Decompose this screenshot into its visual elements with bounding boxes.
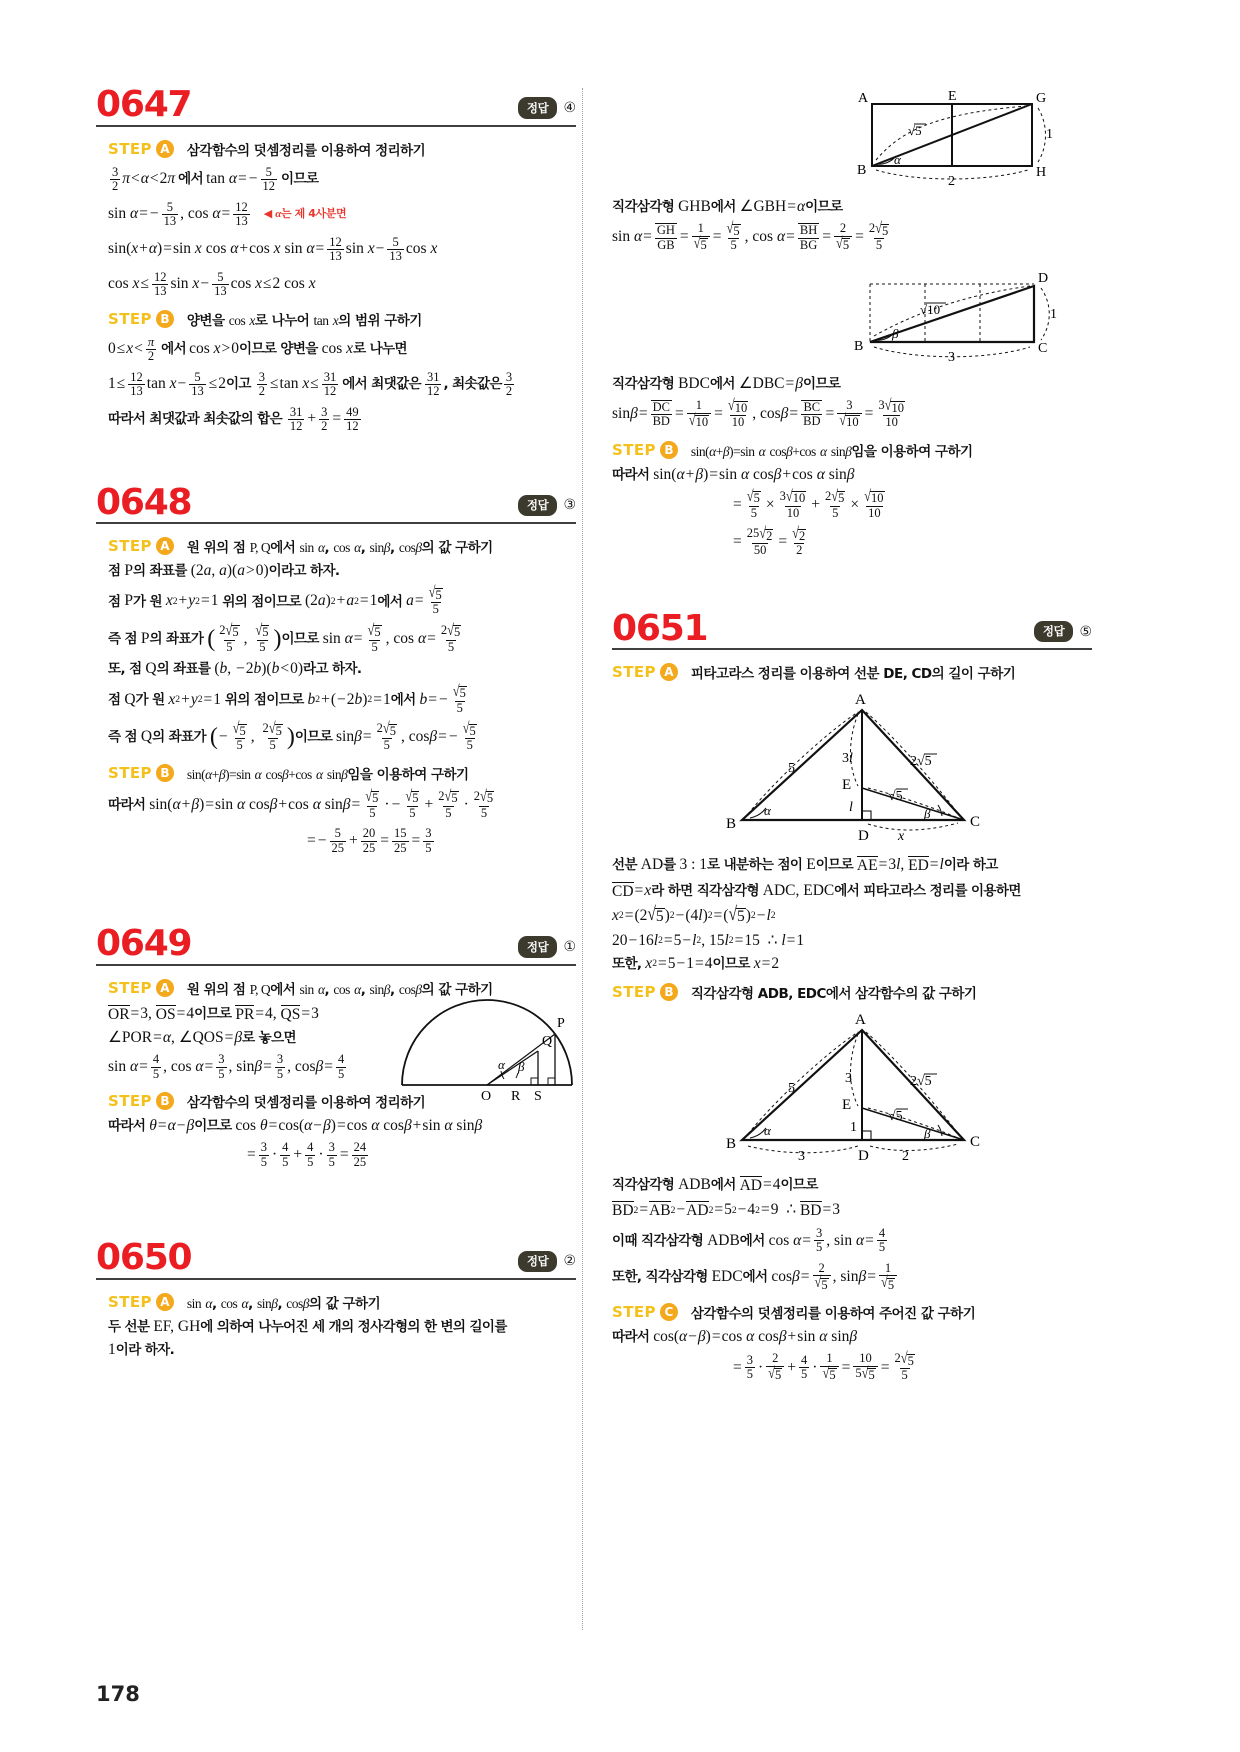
svg-text:3: 3 <box>948 349 955 365</box>
problem-0649 <box>96 923 576 1169</box>
step-title: 삼각함수의 덧셈정리를 이용하여 정리하기 <box>186 142 426 159</box>
answer-group <box>518 936 576 962</box>
step-b <box>108 309 576 329</box>
svg-text:B: B <box>854 338 864 354</box>
svg-text:E: E <box>842 1097 852 1114</box>
step-label: STEP <box>108 978 152 997</box>
math-line: x 2 = (2 √ 5 ) 2 − (4 l ) 2 = ( √ 5 ) 2 − l 2 <box>612 903 776 926</box>
math-line: BD 2 = AB 2 − AD 2 = 5 2 − 4 2 = 9 ∴ BD = 3 <box>612 1201 841 1220</box>
svg-text:x: x <box>898 829 905 845</box>
step-label: STEP <box>612 983 656 1002</box>
answer-group <box>518 97 576 123</box>
step-badge: B <box>156 310 174 328</box>
column-divider <box>582 88 583 1630</box>
step-title: sin(α+β)=sin α cosβ+cos α sinβ임을 이용하여 구하기 <box>690 443 973 460</box>
problem-header <box>96 1237 576 1280</box>
answer-value: ⑤ <box>1079 623 1092 640</box>
math-line: 또한, 직각삼각형 EDC 에서 cos β = 2 √ 5 , sin β = 1 √ 5 <box>612 1262 1092 1293</box>
answer-pill-label: 정답 <box>518 936 558 958</box>
math-line: $\frac{3}{2}$ π < α < 2 π 에서 tan α = − $\frac{5}{12}$ 이므로 <box>112 164 319 194</box>
problem-number: 0649 <box>96 923 192 965</box>
math-line: 점 P 의 좌표를 (2 a , a )( a > 0) 이라고 하자. <box>108 562 340 580</box>
problem-header <box>96 84 576 127</box>
math-line: 20 − 16 l 2 = 5 − l 2 , 15 l 2 = 15 ∴ l = 1 <box>612 931 805 949</box>
figure-0649-semicircle <box>392 993 582 1108</box>
answer-value: ④ <box>563 99 576 116</box>
svg-text:3: 3 <box>798 1149 805 1165</box>
step-title: 피타고라스 정리를 이용하여 선분 DE, CD의 길이 구하기 <box>690 666 1016 683</box>
step-title: sin α, cos α, sinβ, cosβ의 값 구하기 <box>186 1296 381 1313</box>
step-title: 삼각함수의 덧셈정리를 이용하여 주어진 값 구하기 <box>690 1306 976 1323</box>
step-badge: C <box>660 1303 678 1321</box>
step-a <box>108 536 576 556</box>
problem-number: 0651 <box>612 607 708 649</box>
math-line: 점 Q 가 원 x 2 + y 2 = 1 위의 점이므로 b 2 + ( − 2 b ) 2 = 1 에서 b = − √ 5 5 <box>108 681 466 715</box>
step-title: sin(α+β)=sin α cosβ+cos α sinβ임을 이용하여 구하기 <box>186 766 469 783</box>
math-line: CD = x 라 하면 직각삼각형 ADC, EDC 에서 피타고라스 정리를 이용하면 <box>612 881 1021 900</box>
svg-text:5: 5 <box>788 1081 795 1097</box>
svg-text:S: S <box>534 1088 542 1103</box>
svg-text:l: l <box>849 800 853 816</box>
math-line: 또한, x 2 = 5 − 1 = 4 이므로 x = 2 <box>612 954 780 972</box>
svg-text:R: R <box>511 1088 521 1103</box>
svg-text:O: O <box>481 1088 492 1103</box>
math-line: OR = 3, OS = 4 이므로 PR = 4, QS = 3 <box>108 1004 319 1023</box>
svg-text:1: 1 <box>850 1120 857 1136</box>
svg-text:C: C <box>1038 340 1048 356</box>
figure-0650-rect <box>612 86 1092 191</box>
problem-header <box>96 923 576 966</box>
step-label: STEP <box>108 309 152 328</box>
step-label: STEP <box>108 763 152 782</box>
step-badge: A <box>156 1293 174 1311</box>
math-line: 이때 직각삼각형 ADB 에서 cos α = $\frac{3}{5}$ , sin α = $\frac{4}{5}$ <box>612 1225 886 1255</box>
math-line: 1 이라 하자. <box>108 1341 175 1359</box>
step-title: 원 위의 점 P, Q에서 sin α, cos α, sinβ, cosβ의 값 구하기 <box>186 981 493 998</box>
math-line: 따라서 최댓값과 최솟값의 합은 $\frac{31}{12}$ + $\frac{3}{2}$ = $\frac{49}{12}$ <box>108 404 359 434</box>
svg-text:3: 3 <box>845 1071 852 1087</box>
figure-0651-triangle-2 <box>612 1008 1092 1168</box>
math-line: sin α = $\frac{4}{5}$ , cos α = $\frac{3}{5}$ , sin β = $\frac{3}{5}$ , cos β = $\frac{4}{5}$ <box>108 1052 345 1081</box>
answer-pill-label: 정답 <box>1034 621 1074 643</box>
svg-text:√5: √5 <box>888 1109 903 1125</box>
figure-0651-triangle-1 <box>612 688 1092 848</box>
math-line: cos x ≤ $\frac{12}{13}$ sin x − $\frac{5}{13}$ cos x ≤ 2 cos x <box>108 269 316 299</box>
math-line: 즉 점 P 의 좌표가 ( 2 √ 5 5 , √ 5 5 ) 이므로 sin α = √ 5 5 , cos α = 2 √ 5 5 <box>108 620 461 654</box>
svg-text:A: A <box>855 1012 866 1029</box>
math-line: 따라서 θ = α − β 이므로 cos θ = cos( α − β ) = cos α cos β + sin α sin β <box>108 1117 483 1135</box>
math-line: 직각삼각형 BDC 에서 ∠DBC = β 이므로 <box>612 374 841 392</box>
side-note: ◀ α는 제 4사분면 <box>263 207 347 221</box>
problem-number: 0647 <box>96 84 192 125</box>
step-a <box>612 662 1092 682</box>
step-label: STEP <box>612 1303 656 1322</box>
svg-text:α: α <box>764 803 771 819</box>
problem-0647 <box>96 84 576 434</box>
svg-text:α: α <box>764 1123 771 1139</box>
svg-text:P: P <box>557 1015 565 1031</box>
math-line: sin β = $\frac{DC}{BD}$ = 1 √ 10 = √ 10 10 , cos β = $\frac{BC}{BD}$ = 3 √ 10 = 3 √ 10 10 <box>612 396 904 430</box>
math-line: 따라서 sin( α + β ) = sin α cos β + cos α sin β = √ 5 5 · − √ 5 5 + 2 √ 5 5 · 2 √ 5 5 <box>108 786 494 820</box>
step-label: STEP <box>108 139 152 158</box>
svg-text:2√5: 2√5 <box>910 754 932 770</box>
problem-header <box>96 481 576 525</box>
right-column <box>612 88 1092 1393</box>
svg-text:√5: √5 <box>908 123 922 138</box>
svg-text:E: E <box>948 89 957 104</box>
answer-group <box>518 495 576 521</box>
math-line: ∠POR = α , ∠QOS = β 로 놓으면 <box>108 1028 296 1046</box>
svg-text:β: β <box>924 1126 931 1142</box>
answer-pill-label: 정답 <box>518 97 558 119</box>
answer-group <box>518 1251 576 1277</box>
problem-header <box>612 607 1092 651</box>
step-a <box>108 139 576 159</box>
svg-text:2√5: 2√5 <box>910 1074 932 1090</box>
answer-pill-label: 정답 <box>518 1251 558 1273</box>
svg-text:3l: 3l <box>842 751 853 767</box>
math-line: 1 ≤ $\frac{12}{13}$ tan x − $\frac{5}{13}$ ≤ 2 이고 $\frac{3}{2}$ ≤ tan x ≤ $\frac{31}{12}$ 에서 최댓값은 $\frac{31}{12}$ , 최솟값은 $\frac{3}{2}$ <box>108 369 513 399</box>
step-badge: B <box>660 983 678 1001</box>
svg-text:B: B <box>857 163 867 178</box>
math-line: = − $\frac{5}{25}$ + $\frac{20}{25}$ = $\frac{15}{25}$ = $\frac{3}{5}$ <box>307 826 432 855</box>
svg-text:D: D <box>1038 270 1049 286</box>
svg-text:C: C <box>970 1134 981 1151</box>
svg-text:5: 5 <box>788 761 795 777</box>
math-line: sin( x + α ) = sin x cos α + cos x sin α = $\frac{12}{13}$ sin x − $\frac{5}{13}$ cos x <box>108 234 438 264</box>
step-title: 양변을 cos x로 나누어 tan x의 범위 구하기 <box>186 312 422 329</box>
svg-text:B: B <box>726 816 737 833</box>
math-line: 직각삼각형 ADB 에서 AD = 4 이므로 <box>612 1176 818 1195</box>
step-b <box>108 763 576 783</box>
step-badge: A <box>156 979 174 997</box>
svg-text:E: E <box>842 777 852 794</box>
math-line: 즉 점 Q 의 좌표가 ( − √ 5 5 , 2 √ 5 5 ) 이므로 sin β = 2 √ 5 5 , cos β = − √ 5 5 <box>108 719 476 753</box>
svg-text:G: G <box>1036 91 1047 106</box>
svg-text:D: D <box>858 1148 869 1165</box>
page-number: 178 <box>96 1682 140 1706</box>
step-label: STEP <box>612 663 656 682</box>
answer-value: ② <box>563 1253 576 1270</box>
answer-value: ① <box>563 938 576 955</box>
step-title: 삼각함수의 덧셈정리를 이용하여 정리하기 <box>186 1095 426 1112</box>
math-line: = √ 5 5 × 3 √ 10 10 + 2 √ 5 5 × √ 10 10 <box>733 486 884 520</box>
step-label: STEP <box>612 440 656 459</box>
math-line: sin α = − $\frac{5}{13}$ , cos α = $\frac{12}{13}$ ◀ α는 제 4사분면 <box>108 199 347 229</box>
svg-text:α: α <box>498 1056 505 1072</box>
svg-text:1: 1 <box>1050 306 1057 322</box>
step-b <box>612 982 1092 1002</box>
answer-pill-label: 정답 <box>518 495 558 517</box>
step-label: STEP <box>108 1092 152 1111</box>
svg-text:B: B <box>726 1136 737 1153</box>
math-line: sin α = $\frac{GH}{GB}$ = 1 √ 5 = √ 5 5 , cos α = $\frac{BH}{BG}$ = 2 √ 5 = 2 √ 5 5 <box>612 219 889 253</box>
step-label: STEP <box>108 1293 152 1312</box>
svg-text:Q: Q <box>542 1033 553 1049</box>
math-line: 점 P 가 원 x 2 + y 2 = 1 위의 점이므로 (2 a ) 2 + a 2 = 1 에서 a = √ 5 5 <box>108 583 442 617</box>
svg-text:√10: √10 <box>920 301 941 317</box>
math-line: = $\frac{3}{5}$ · 2 √ 5 + $\frac{4}{5}$ · 1 √ 5 = 10 5 √ 5 = 2 √ 5 5 <box>733 1349 914 1383</box>
svg-text:2: 2 <box>902 1149 909 1165</box>
problem-number: 0648 <box>96 481 192 523</box>
svg-text:A: A <box>858 91 869 106</box>
math-line: = 25 √ 2 50 = √ 2 2 <box>733 524 806 558</box>
problem-0648 <box>96 481 576 856</box>
problem-0650 <box>96 1237 576 1359</box>
svg-text:√5: √5 <box>888 789 903 805</box>
math-line: 따라서 sin( α + β ) = sin α cos β + cos α sin β <box>612 465 855 483</box>
step-a <box>108 1292 576 1312</box>
math-line: 직각삼각형 GHB 에서 ∠GBH = α 이므로 <box>612 198 843 216</box>
svg-text:β: β <box>518 1058 525 1074</box>
step-badge: B <box>156 764 174 782</box>
math-line: 0 ≤ x < $\frac{\pi}{2}$ 에서 cos x > 0 이므로 양변을 cos x 로 나누면 <box>108 334 407 364</box>
problem-number: 0650 <box>96 1237 192 1279</box>
math-line: = $\frac{3}{5}$ · $\frac{4}{5}$ + $\frac{4}{5}$ · $\frac{3}{5}$ = $\frac{24}{25}$ <box>247 1140 367 1169</box>
math-line: 또, 점 Q 의 좌표를 ( b , − 2 b )( b < 0) 라고 하자. <box>108 660 362 678</box>
figure-0650-triangle <box>612 260 1092 368</box>
answer-value: ③ <box>563 497 576 514</box>
step-c <box>612 1302 1092 1322</box>
step-badge: A <box>660 663 678 681</box>
svg-text:β: β <box>892 325 899 341</box>
math-line: 따라서 cos( α − β ) = cos α cos β + sin α sin β <box>612 1328 858 1346</box>
problem-0651 <box>612 607 1092 1383</box>
svg-text:2: 2 <box>948 174 955 189</box>
step-badge: A <box>156 140 174 158</box>
math-line: 선분 AD 를 3 : 1 로 내분하는 점이 E 이므로 AE = 3 l , ED = l 이라 하고 <box>612 856 998 875</box>
math-line: 두 선분 EF, GH 에 의하여 나누어진 세 개의 정사각형의 한 변의 길이를 <box>108 1318 507 1336</box>
step-badge: B <box>156 1092 174 1110</box>
svg-text:C: C <box>970 814 981 831</box>
svg-text:A: A <box>855 692 866 709</box>
step-title: 직각삼각형 ADB, EDC에서 삼각함수의 값 구하기 <box>690 986 977 1003</box>
step-badge: B <box>660 441 678 459</box>
left-column <box>96 84 576 1369</box>
step-b <box>612 440 1092 460</box>
svg-text:α: α <box>894 152 901 167</box>
answer-group <box>1034 621 1092 647</box>
svg-text:D: D <box>858 828 869 845</box>
svg-text:1: 1 <box>1046 127 1053 142</box>
svg-text:β: β <box>924 806 931 822</box>
step-badge: A <box>156 537 174 555</box>
step-label: STEP <box>108 537 152 556</box>
step-title: 원 위의 점 P, Q에서 sin α, cos α, sinβ, cosβ의 값 구하기 <box>186 540 493 557</box>
svg-text:H: H <box>1036 165 1047 180</box>
